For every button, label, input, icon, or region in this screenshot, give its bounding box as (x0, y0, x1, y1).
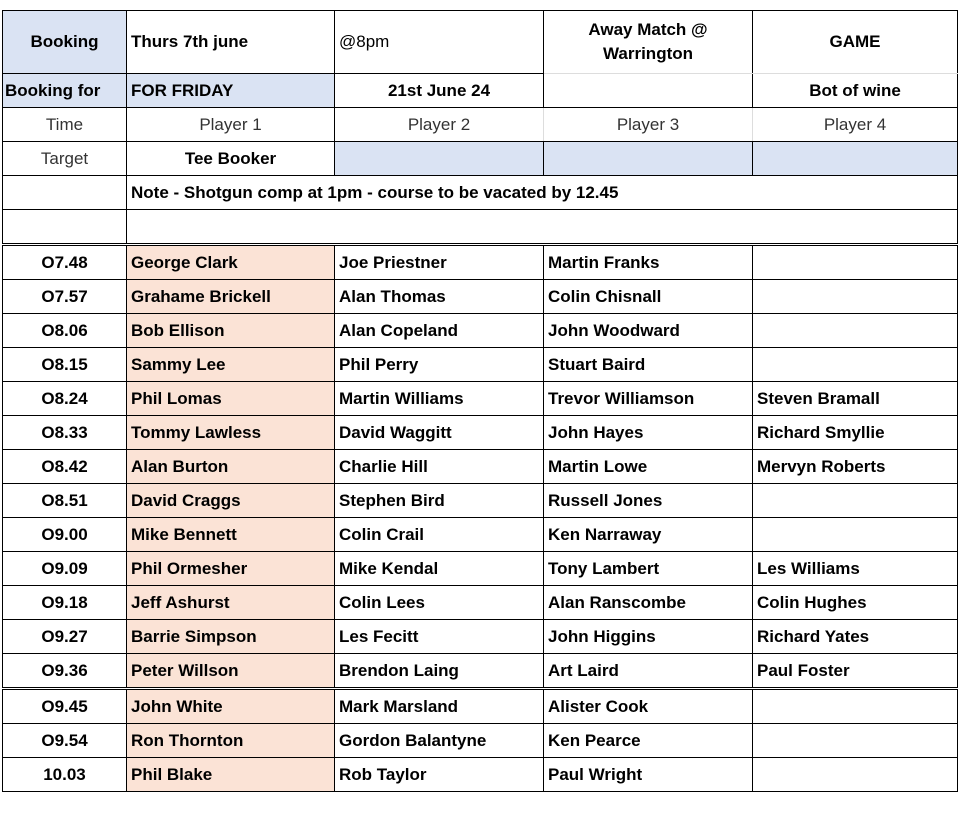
player-2-name: Colin Lees (335, 586, 544, 620)
player-3-name: Art Laird (544, 654, 753, 689)
player-1-name: Mike Bennett (127, 518, 335, 552)
player-2-name: David Waggitt (335, 416, 544, 450)
player-4-name: Colin Hughes (753, 586, 958, 620)
player-3-name: Martin Lowe (544, 450, 753, 484)
player-1-name: Barrie Simpson (127, 620, 335, 654)
blank-cell (3, 210, 127, 245)
player-2-name: Mark Marsland (335, 689, 544, 724)
player-4-name: Richard Yates (753, 620, 958, 654)
tee-time-row (3, 586, 958, 620)
player-3-name: Tony Lambert (544, 552, 753, 586)
blank-row (3, 210, 958, 245)
tee-time-row (3, 416, 958, 450)
player-4-name: Paul Foster (753, 654, 958, 689)
player-2-name: Rob Taylor (335, 758, 544, 792)
player-3-name: John Higgins (544, 620, 753, 654)
booking-for-label: Booking for (3, 74, 127, 108)
game-label: GAME (753, 11, 958, 74)
player-1-name: John White (127, 689, 335, 724)
player-2-name: Mike Kendal (335, 552, 544, 586)
header-row-booking-for (3, 74, 958, 108)
player-3-name: Paul Wright (544, 758, 753, 792)
column-time: Time (3, 108, 127, 142)
tee-sheet (2, 10, 958, 792)
player-1-name: Jeff Ashurst (127, 586, 335, 620)
tee-time: O9.54 (3, 724, 127, 758)
column-player-1: Player 1 (127, 108, 335, 142)
player-4-name: Steven Bramall (753, 382, 958, 416)
player-2-name: Brendon Laing (335, 654, 544, 689)
column-player-2: Player 2 (335, 108, 544, 142)
player-1-name: David Craggs (127, 484, 335, 518)
tee-time-row (3, 450, 958, 484)
player-1-name: Grahame Brickell (127, 280, 335, 314)
tee-time: O9.36 (3, 654, 127, 689)
target-player-3 (544, 142, 753, 176)
player-2-name: Alan Copeland (335, 314, 544, 348)
booking-for-date: 21st June 24 (335, 74, 544, 108)
tee-time: O9.45 (3, 689, 127, 724)
blank-cell (127, 210, 958, 245)
tee-time: O7.48 (3, 245, 127, 280)
player-4-name (753, 280, 958, 314)
player-1-name: George Clark (127, 245, 335, 280)
player-3-name: Alister Cook (544, 689, 753, 724)
tee-time-row (3, 654, 958, 689)
player-3-name: Alan Ranscombe (544, 586, 753, 620)
note-row (3, 176, 958, 210)
player-2-name: Martin Williams (335, 382, 544, 416)
tee-time: O9.27 (3, 620, 127, 654)
player-3-name: Colin Chisnall (544, 280, 753, 314)
column-header-row (3, 108, 958, 142)
player-2-name: Les Fecitt (335, 620, 544, 654)
player-2-name: Gordon Balantyne (335, 724, 544, 758)
game-prize: Bot of wine (753, 74, 958, 108)
player-3-name: Ken Narraway (544, 518, 753, 552)
tee-time: O8.15 (3, 348, 127, 382)
tee-time-row (3, 484, 958, 518)
booking-date: Thurs 7th june (127, 11, 335, 74)
blank-cell (544, 74, 753, 108)
shotgun-note: Note - Shotgun comp at 1pm - course to be vacated by 12.45 (127, 176, 958, 210)
player-3-name: Russell Jones (544, 484, 753, 518)
target-label: Target (3, 142, 127, 176)
tee-time-row (3, 518, 958, 552)
player-1-name: Sammy Lee (127, 348, 335, 382)
tee-time: 10.03 (3, 758, 127, 792)
player-3-name: John Hayes (544, 416, 753, 450)
player-1-name: Alan Burton (127, 450, 335, 484)
player-3-name: Ken Pearce (544, 724, 753, 758)
player-4-name: Mervyn Roberts (753, 450, 958, 484)
tee-time-row (3, 552, 958, 586)
player-4-name (753, 724, 958, 758)
player-2-name: Phil Perry (335, 348, 544, 382)
tee-time: O9.18 (3, 586, 127, 620)
player-4-name (753, 314, 958, 348)
tee-time-row (3, 758, 958, 792)
player-3-name: Martin Franks (544, 245, 753, 280)
player-1-name: Phil Lomas (127, 382, 335, 416)
tee-time-table (2, 10, 958, 792)
player-2-name: Alan Thomas (335, 280, 544, 314)
target-player-4 (753, 142, 958, 176)
header-row-booking (3, 11, 958, 74)
player-2-name: Colin Crail (335, 518, 544, 552)
tee-time-row (3, 280, 958, 314)
tee-time: O8.42 (3, 450, 127, 484)
tee-time-row (3, 314, 958, 348)
player-3-name: John Woodward (544, 314, 753, 348)
tee-time: O8.51 (3, 484, 127, 518)
player-4-name (753, 689, 958, 724)
target-player-2 (335, 142, 544, 176)
tee-time-row (3, 689, 958, 724)
player-1-name: Tommy Lawless (127, 416, 335, 450)
booking-label: Booking (3, 11, 127, 74)
player-3-name: Trevor Williamson (544, 382, 753, 416)
player-4-name (753, 348, 958, 382)
tee-time: O8.06 (3, 314, 127, 348)
player-4-name (753, 484, 958, 518)
player-1-name: Peter Willson (127, 654, 335, 689)
player-3-name: Stuart Baird (544, 348, 753, 382)
player-4-name (753, 518, 958, 552)
column-player-3: Player 3 (544, 108, 753, 142)
player-4-name: Les Williams (753, 552, 958, 586)
column-player-4: Player 4 (753, 108, 958, 142)
booking-time: @8pm (335, 11, 544, 74)
player-1-name: Phil Blake (127, 758, 335, 792)
booking-for-day: FOR FRIDAY (127, 74, 335, 108)
event-title: Away Match @ Warrington (544, 11, 753, 74)
player-2-name: Joe Priestner (335, 245, 544, 280)
tee-time-row (3, 348, 958, 382)
tee-time: O8.33 (3, 416, 127, 450)
player-4-name (753, 245, 958, 280)
target-row (3, 142, 958, 176)
tee-time: O9.09 (3, 552, 127, 586)
tee-time-row (3, 620, 958, 654)
tee-time: O9.00 (3, 518, 127, 552)
player-1-name: Ron Thornton (127, 724, 335, 758)
player-4-name (753, 758, 958, 792)
player-4-name: Richard Smyllie (753, 416, 958, 450)
note-spacer (3, 176, 127, 210)
player-1-name: Phil Ormesher (127, 552, 335, 586)
tee-time-row (3, 382, 958, 416)
tee-time: O8.24 (3, 382, 127, 416)
player-2-name: Stephen Bird (335, 484, 544, 518)
tee-booker: Tee Booker (127, 142, 335, 176)
tee-time-row (3, 724, 958, 758)
tee-time-row (3, 245, 958, 280)
player-2-name: Charlie Hill (335, 450, 544, 484)
tee-time: O7.57 (3, 280, 127, 314)
player-1-name: Bob Ellison (127, 314, 335, 348)
